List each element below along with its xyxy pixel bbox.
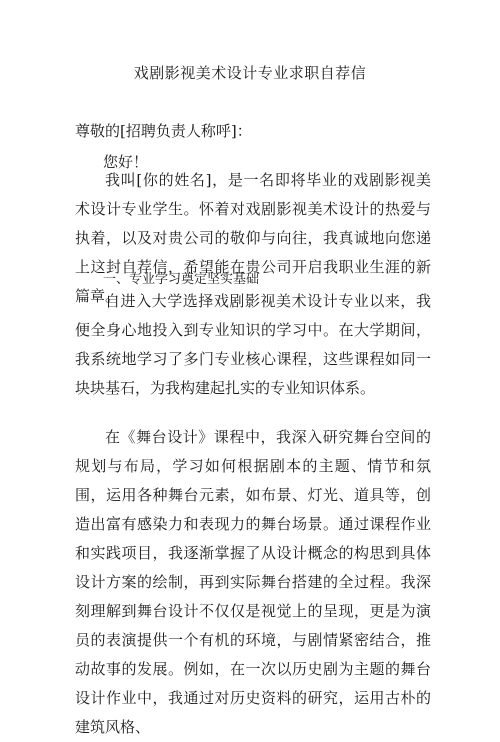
salutation: 尊敬的[招聘负责人称呼]： [75,122,252,140]
document-title: 戏剧影视美术设计专业求职自荐信 [133,64,367,82]
section-heading: 一、专业学习奠定坚实基础 [103,272,260,287]
greeting: 您好！ [103,153,149,171]
intro-paragraph: 我叫[你的姓名]，是一名即将毕业的戏剧影视美术设计专业学生。怀着对戏剧影视美术设计的热爱与执着，以及对贵公司的敬仰与向往，我真诚地向您递上这封自荐信，希望能在贵公司开启我职业生涯的新篇章。 [75,171,431,305]
study-paragraph: 自进入大学选择戏剧影视美术设计专业以来，我便全身心地投入到专业知识的学习中。在大学期间，我系统地学习了多门专业核心课程，这些课程如同一块块基石，为我构建起扎实的专业知识体系。 [75,292,431,397]
stage-design-paragraph: 在《舞台设计》课程中，我深入研究舞台空间的规划与布局，学习如何根据剧本的主题、情节和氛围，运用各种舞台元素，如布景、灯光、道具等，创造出富有感染力和表现力的舞台场景。通过课程作业和实践项目，我逐渐掌握了从设计概念的构思到具体设计方案的绘制，再到实际舞台搭建的全过程。我深刻理解到舞台设计不仅仅是视觉上的呈现，更是为演员的表演提供一个有机的环境，与剧情紧密结合，推动故事的发展。例如，在一次以历史剧为主题的舞台设计作业中，我通过对历史资料的研究，运用古朴的建筑风格、 [75,428,431,736]
